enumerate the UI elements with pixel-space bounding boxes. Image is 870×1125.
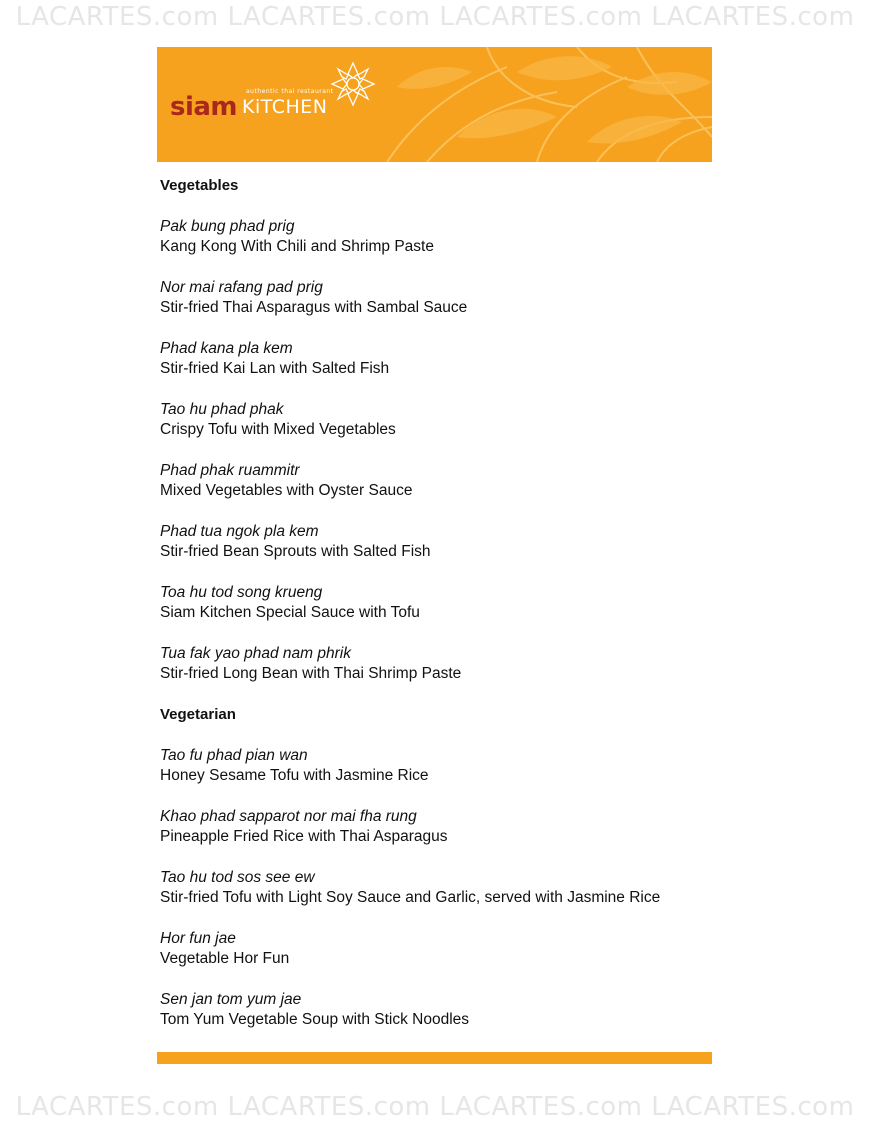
dish-thai-name: Phad phak ruammitr [160, 462, 300, 479]
menu-item [160, 868, 720, 908]
dish-thai-name: Sen jan tom yum jae [160, 991, 302, 1008]
menu-item [160, 278, 720, 318]
dish-thai-name: Hor fun jae [160, 930, 236, 947]
menu-section-vegetarian [160, 705, 720, 1030]
dish-thai-name: Khao phad sapparot nor mai fha rung [160, 808, 417, 825]
section-title: Vegetarian [160, 706, 236, 723]
leaf-pattern-icon [157, 47, 712, 162]
header-banner [157, 47, 712, 162]
dish-thai-name: Pak bung phad prig [160, 218, 295, 235]
dish-thai-name: Tua fak yao phad nam phrik [160, 645, 351, 662]
brand-name-siam: siam [170, 92, 238, 122]
menu-item [160, 583, 720, 623]
dish-thai-name: Phad kana pla kem [160, 340, 293, 357]
menu-item [160, 644, 720, 684]
dish-english-name: Kang Kong With Chili and Shrimp Paste [160, 238, 434, 255]
dish-english-name: Mixed Vegetables with Oyster Sauce [160, 482, 413, 499]
dish-thai-name: Tao hu tod sos see ew [160, 869, 315, 886]
dish-thai-name: Toa hu tod song krueng [160, 584, 323, 601]
dish-english-name: Stir-fried Tofu with Light Soy Sauce and Garlic, served with Jasmine Rice [160, 889, 661, 906]
menu-item [160, 461, 720, 501]
watermark-top: LACARTES.com LACARTES.com LACARTES.com LACARTES.com [15, 2, 855, 32]
brand-name-kitchen: KiTCHEN [242, 96, 328, 118]
menu-item [160, 807, 720, 847]
menu-item [160, 929, 720, 969]
menu-section-vegetables [160, 176, 720, 684]
menu-item [160, 746, 720, 786]
menu-item [160, 400, 720, 440]
menu-item [160, 990, 720, 1030]
dish-english-name: Vegetable Hor Fun [160, 950, 290, 967]
menu-item [160, 217, 720, 257]
menu-item [160, 339, 720, 379]
menu-item [160, 522, 720, 562]
dish-english-name: Siam Kitchen Special Sauce with Tofu [160, 604, 420, 621]
dish-thai-name: Nor mai rafang pad prig [160, 279, 323, 296]
watermark-bottom: LACARTES.com LACARTES.com LACARTES.com LACARTES.com [15, 1092, 855, 1122]
dish-english-name: Stir-fried Long Bean with Thai Shrimp Paste [160, 665, 462, 682]
footer-divider-bar [157, 1052, 712, 1064]
dish-thai-name: Tao fu phad pian wan [160, 747, 308, 764]
dish-english-name: Tom Yum Vegetable Soup with Stick Noodles [160, 1011, 470, 1028]
dish-thai-name: Tao hu phad phak [160, 401, 284, 418]
dish-thai-name: Phad tua ngok pla kem [160, 523, 319, 540]
section-title: Vegetables [160, 177, 239, 194]
dish-english-name: Pineapple Fried Rice with Thai Asparagus [160, 828, 448, 845]
dish-english-name: Stir-fried Thai Asparagus with Sambal Sauce [160, 299, 468, 316]
brand-tagline: authentic thai restaurant [246, 88, 334, 95]
dish-english-name: Stir-fried Kai Lan with Salted Fish [160, 360, 390, 377]
menu-content [160, 176, 720, 1051]
lotus-flower-icon [328, 59, 378, 109]
dish-english-name: Crispy Tofu with Mixed Vegetables [160, 421, 396, 438]
dish-english-name: Honey Sesame Tofu with Jasmine Rice [160, 767, 429, 784]
dish-english-name: Stir-fried Bean Sprouts with Salted Fish [160, 543, 431, 560]
